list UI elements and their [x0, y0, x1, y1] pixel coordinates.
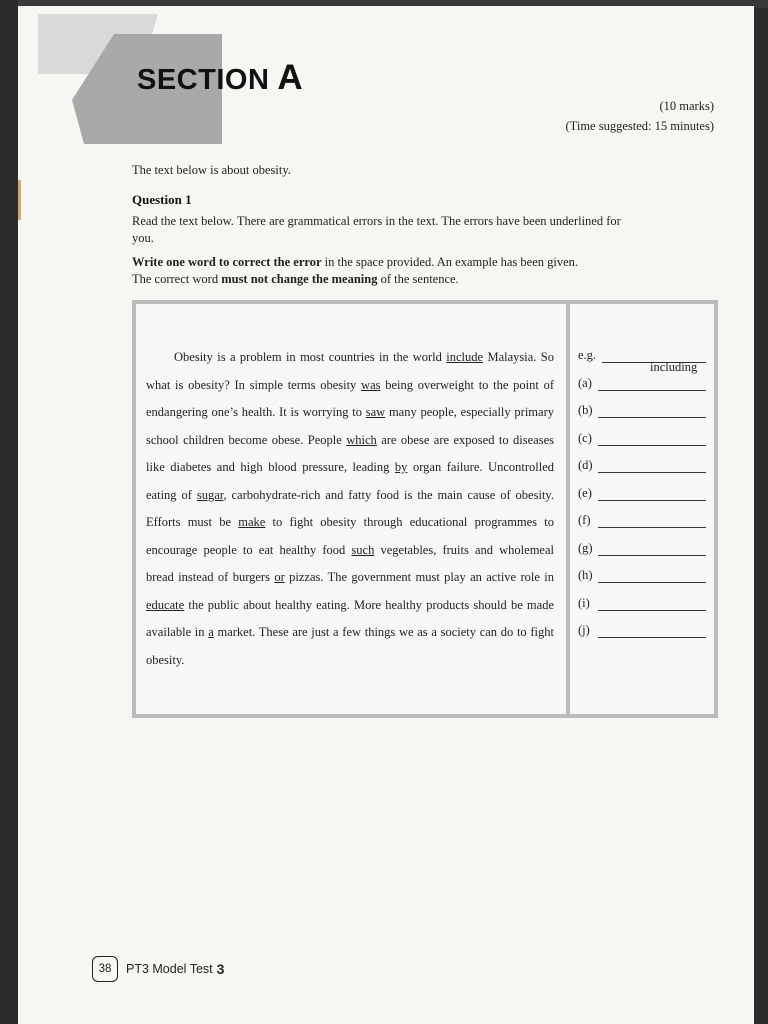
exercise-box: [132, 300, 718, 718]
instruction-3-pre: The correct word: [132, 272, 222, 286]
error-word: make: [238, 515, 266, 529]
answer-row: [578, 395, 718, 423]
answer-label: (i): [578, 595, 590, 610]
answer-row: [578, 533, 718, 561]
answer-row: [578, 450, 718, 478]
question-heading: Question 1: [132, 192, 192, 207]
marks-info: [566, 96, 715, 136]
passage-text: Obesity is a problem in most countries in the world include Malaysia. So what is obesity? In simple terms obesity was being overweight to the point of endangering one’s health. It is worrying to saw many people, especially primary school children become obese. People which are obese are exposed to diseases like diabetes and high blood pressure, leading by organ failure. Uncontrolled eating of sugar, carbohydrate-rich and fatty food is the main cause of obesity. Efforts must be make to fight obesity through educational programmes to encourage people to eat healthy food such vegetables, fruits and wholemeal bread instead of burgers or pizzas. The government must play an active role in educate the public about healthy eating. More healthy products should be made available in a market. These are just a few things we as a society can do to fight obesity.: [146, 350, 555, 667]
error-word: sugar: [196, 487, 224, 502]
box-divider: [566, 304, 570, 714]
answer-label: (d): [578, 458, 593, 472]
marks-line: (10 marks): [659, 99, 714, 113]
answer-label: e.g.: [578, 348, 597, 362]
answer-label: (j): [578, 623, 590, 637]
answer-blank[interactable]: [598, 582, 706, 583]
error-word: which: [346, 432, 377, 447]
answer-label: (b): [578, 403, 593, 417]
answer-blank[interactable]: [598, 390, 706, 391]
error-word: include: [446, 350, 484, 364]
error-word: was: [361, 377, 381, 392]
binding-strip: [18, 180, 21, 220]
answer-row-example: [578, 340, 718, 374]
instruction-2-bold: Write one word to correct the error: [132, 255, 322, 269]
answer-column: [578, 340, 718, 643]
answer-row: [578, 588, 718, 616]
error-word: educate: [146, 597, 185, 612]
section-word: SECTION: [137, 64, 270, 96]
section-letter: A: [277, 58, 304, 97]
answer-label: (h): [578, 568, 593, 582]
answer-blank[interactable]: [598, 637, 706, 638]
answer-blank[interactable]: [598, 555, 706, 556]
error-word: saw: [365, 405, 386, 419]
example-answer: including: [650, 360, 698, 374]
answer-blank[interactable]: [598, 610, 706, 611]
answer-row: [578, 560, 718, 588]
answer-row: [578, 423, 718, 451]
answer-label: (e): [578, 485, 592, 500]
test-name: PT3 Model Test: [126, 962, 213, 976]
error-word: or: [274, 570, 285, 584]
instruction-2: [132, 254, 652, 288]
answer-blank[interactable]: [598, 500, 706, 501]
section-title: [137, 58, 303, 98]
answer-line: [602, 360, 706, 374]
answer-row: [578, 615, 718, 643]
instruction-3-bold: must not change the meaning: [221, 272, 378, 286]
answer-label: (c): [578, 430, 592, 445]
error-word: such: [351, 542, 375, 557]
answer-blank[interactable]: [598, 445, 706, 446]
instruction-2-rest: in the space provided. An example has been given.: [321, 255, 579, 269]
intro-text: The text below is about obesity.: [132, 163, 291, 177]
error-word: a: [208, 625, 214, 639]
test-number: 3: [216, 961, 225, 977]
answer-label: (g): [578, 540, 593, 555]
answer-blank[interactable]: [598, 527, 706, 528]
answer-row: [578, 505, 718, 533]
answer-blank[interactable]: [598, 472, 706, 473]
error-word: by: [394, 460, 408, 474]
answer-label: (a): [578, 375, 592, 390]
instruction-1: Read the text below. There are grammatical errors in the text. The errors have been underlined for you.: [132, 214, 621, 245]
page-number-badge: 38: [92, 956, 118, 982]
answer-blank[interactable]: [598, 417, 706, 418]
answer-row: [578, 478, 718, 506]
answer-label: (f): [578, 513, 591, 527]
instruction-3-post: of the sentence.: [377, 272, 459, 286]
answer-row: [578, 368, 718, 396]
page-footer: [92, 956, 224, 982]
time-suggested: (Time suggested: 15 minutes): [565, 119, 714, 133]
